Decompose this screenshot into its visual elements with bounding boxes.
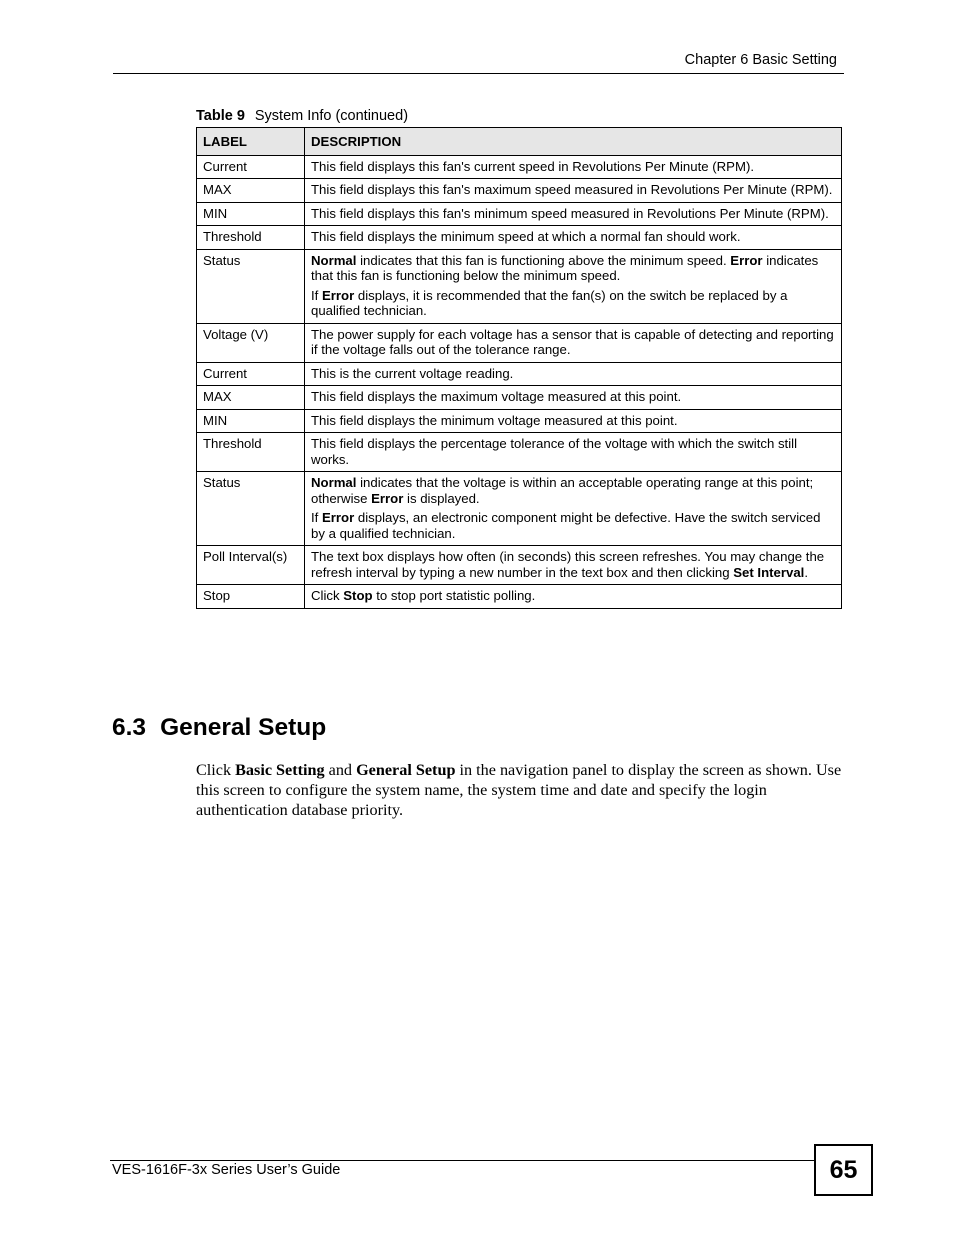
table-row (197, 546, 842, 585)
table-header-row (197, 128, 842, 156)
bold-term: Error (371, 490, 404, 506)
table-row (197, 155, 842, 179)
footer-guide-title: VES-1616F-3x Series User’s Guide (112, 1162, 341, 1178)
desc-text: is displayed. (403, 490, 480, 506)
row-description: The power supply for each voltage has a sensor that is capable of detecting and reporting if the voltage falls out of the tolerance range. (305, 323, 842, 362)
desc-text: If (311, 510, 322, 525)
bold-term: Normal (311, 475, 357, 490)
system-info-table (196, 127, 842, 609)
table-row (197, 472, 842, 546)
row-label: Stop (197, 585, 305, 609)
row-label: Poll Interval(s) (197, 546, 305, 585)
row-description (305, 546, 842, 585)
row-label: MIN (197, 409, 305, 433)
table-row (197, 362, 842, 386)
bold-term: General Setup (356, 761, 456, 779)
desc-paragraph (311, 288, 835, 319)
body-paragraph (196, 760, 844, 820)
desc-paragraph (311, 475, 835, 506)
row-description: This field displays the maximum voltage measured at this point. (305, 386, 842, 410)
desc-text: displays, an electronic component might be defective. Have the switch serviced by a qualified technician. (311, 510, 821, 541)
footer-rule (110, 1160, 814, 1161)
row-description (305, 585, 842, 609)
row-label: Status (197, 249, 305, 323)
bold-term: Normal (311, 252, 357, 268)
header-rule (113, 73, 844, 74)
desc-text: displays, it is recommended that the fan(s) on the switch be replaced by a qualified technician. (311, 287, 788, 318)
bold-term: Error (322, 287, 355, 303)
row-label: Threshold (197, 433, 305, 472)
col-header-description: DESCRIPTION (305, 128, 842, 156)
para-text: in the navigation panel to display the screen as shown. Use this screen to configure the system name, the system time and date and specify the login authentication database priority. (196, 761, 842, 819)
col-header-label: LABEL (197, 128, 305, 156)
para-text: Click (196, 761, 236, 779)
row-label: MIN (197, 202, 305, 226)
row-description: This field displays the minimum voltage measured at this point. (305, 409, 842, 433)
table-caption (196, 108, 408, 124)
desc-paragraph (311, 253, 835, 284)
row-label: Current (197, 155, 305, 179)
row-label: MAX (197, 386, 305, 410)
table-row (197, 179, 842, 203)
table-row (197, 202, 842, 226)
table-row (197, 585, 842, 609)
row-label: MAX (197, 179, 305, 203)
row-label: Threshold (197, 226, 305, 250)
row-description: This is the current voltage reading. (305, 362, 842, 386)
row-description: This field displays this fan's maximum speed measured in Revolutions Per Minute (RPM). (305, 179, 842, 203)
table-caption-title: System Info (continued) (254, 108, 409, 124)
row-description: This field displays the minimum speed at which a normal fan should work. (305, 226, 842, 250)
row-description: This field displays this fan's minimum speed measured in Revolutions Per Minute (RPM). (305, 202, 842, 226)
bold-term: Basic Setting (235, 761, 325, 779)
row-label: Voltage (V) (197, 323, 305, 362)
desc-text: Click (311, 588, 344, 603)
table-row (197, 226, 842, 250)
section-heading (112, 714, 326, 742)
table-row (197, 409, 842, 433)
desc-text: to stop port statistic polling. (372, 588, 536, 603)
table-row (197, 386, 842, 410)
table-row (197, 323, 842, 362)
chapter-header: Chapter 6 Basic Setting (684, 52, 837, 68)
row-label: Status (197, 472, 305, 546)
table-row (197, 249, 842, 323)
para-text: and (324, 761, 357, 779)
desc-text: . (804, 564, 809, 580)
bold-term: Error (730, 252, 763, 268)
bold-term: Error (322, 510, 355, 525)
desc-paragraph (311, 510, 835, 541)
row-description (305, 249, 842, 323)
bold-term: Set Interval (733, 564, 805, 580)
row-label: Current (197, 362, 305, 386)
section-number: 6.3 (112, 714, 147, 741)
row-description (305, 472, 842, 546)
page-number: 65 (814, 1144, 873, 1196)
table-caption-label: Table 9 (196, 108, 245, 124)
desc-text: indicates that this fan is functioning below the minimum speed. (311, 252, 819, 283)
section-title: General Setup (160, 714, 327, 741)
row-description: This field displays this fan's current speed in Revolutions Per Minute (RPM). (305, 155, 842, 179)
bold-term: Stop (343, 588, 373, 603)
desc-text: indicates that this fan is functioning above the minimum speed. (356, 252, 731, 268)
desc-text: The text box displays how often (in seconds) this screen refreshes. You may change the refresh interval by typing a new number in the text box and then clicking (311, 549, 825, 580)
row-description: This field displays the percentage tolerance of the voltage with which the switch still works. (305, 433, 842, 472)
desc-text: If (311, 287, 322, 303)
desc-text: indicates that the voltage is within an acceptable operating range at this point; otherwise (311, 475, 814, 506)
table-row (197, 433, 842, 472)
